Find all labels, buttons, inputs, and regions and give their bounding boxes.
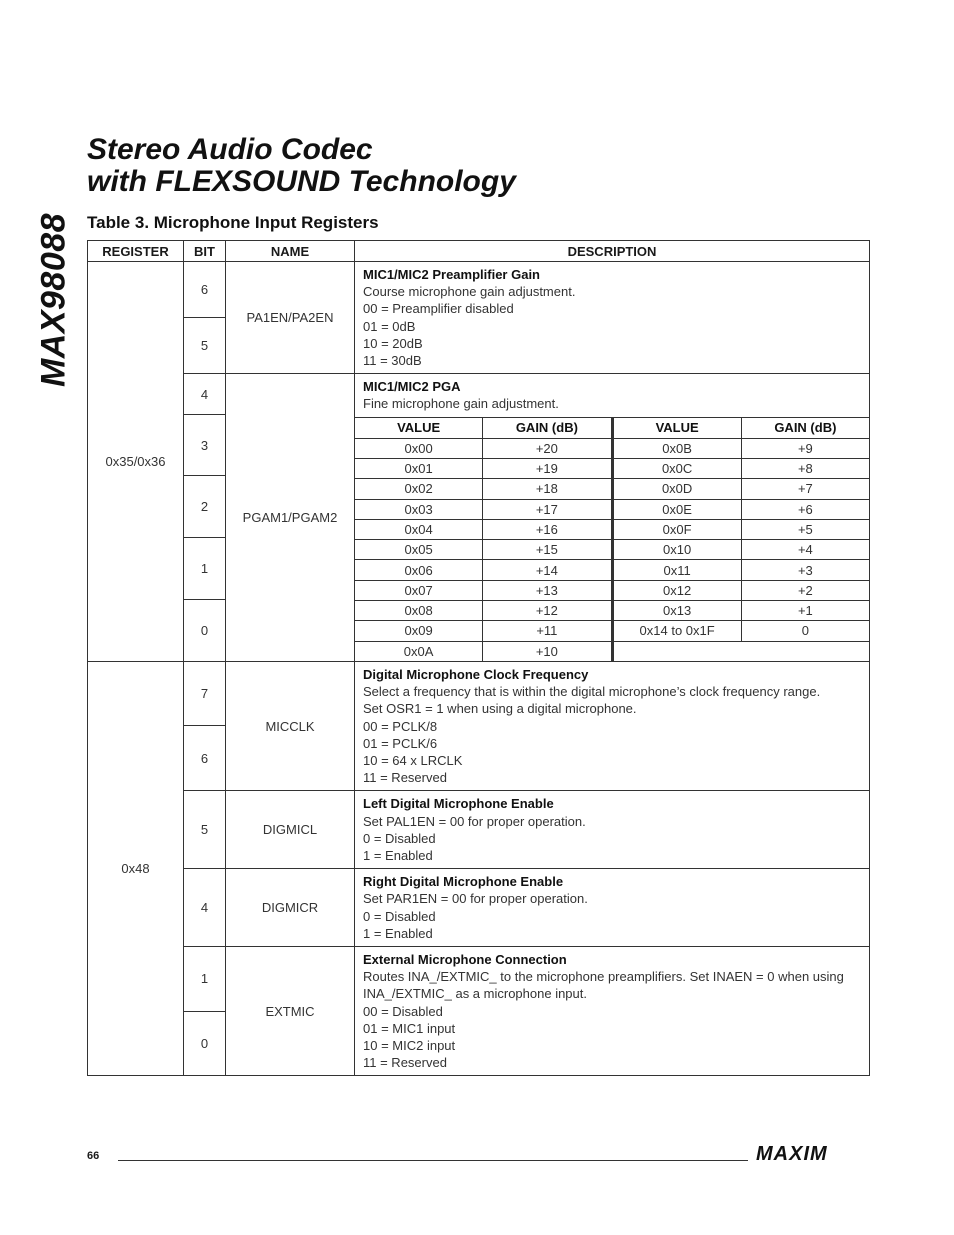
gain-value-cell: 0x0C [613,458,741,478]
gain-row [613,458,870,478]
gain-table-right [613,417,871,662]
description-title: External Microphone Connection [363,951,567,967]
gain-header: GAIN (dB) [741,417,869,438]
gain-row [355,479,612,499]
table-row [88,869,870,947]
gain-row [355,621,612,641]
bit-cell: 1 [184,946,226,1011]
description-line: Course microphone gain adjustment. [363,284,576,300]
gain-row [613,540,870,560]
gain-row [355,438,612,458]
description-line: Fine microphone gain adjustment. [363,396,559,412]
name-cell: DIGMICR [226,869,355,947]
gain-value-cell: 0x04 [355,519,483,539]
description-title: Digital Microphone Clock Frequency [363,666,589,682]
gain-value-cell [613,641,741,661]
gain-db-cell: +16 [483,519,611,539]
gain-db-cell [741,641,869,661]
table-row [88,661,870,725]
gain-row [355,499,612,519]
gain-row [613,438,870,458]
maxim-logo: MAXIM [756,1143,828,1165]
gain-row [613,580,870,600]
description-title: Right Digital Microphone Enable [363,874,564,890]
gain-row [355,641,612,661]
description-line: Set PAR1EN = 00 for proper operation. [363,891,588,907]
gain-header: GAIN (dB) [483,417,611,438]
description-line: 00 = Preamplifier disabled [363,301,514,317]
gain-db-cell: +12 [483,601,611,621]
gain-value-cell: 0x10 [613,540,741,560]
table-row [88,946,870,1011]
gain-value-cell: 0x02 [355,479,483,499]
table-title: Table 3. Microphone Input Registers [87,213,379,232]
description-line: 01 = MIC1 input [363,1020,456,1036]
gain-db-cell: +14 [483,560,611,580]
description-line: 10 = 20dB [363,335,423,351]
bit-cell: 4 [184,869,226,947]
gain-row [355,601,612,621]
gain-row [355,458,612,478]
gain-db-cell: +13 [483,580,611,600]
gain-value-cell: 0x0E [613,499,741,519]
gain-db-cell: +1 [741,601,869,621]
description-line: Select a frequency that is within the digital microphone’s clock frequency range. [363,684,821,700]
page-number: 66 [87,1150,100,1162]
name-cell: DIGMICL [226,791,355,869]
description-cell [355,946,870,1075]
document-title-line-1: Stereo Audio Codec [87,133,373,166]
bit-cell: 6 [184,726,226,791]
header-row [88,241,870,262]
description-cell [355,791,870,869]
gain-row [355,540,612,560]
gain-row [355,580,612,600]
table-row [88,791,870,869]
description-line: 10 = 64 x LRCLK [363,752,463,768]
gain-row [613,560,870,580]
gain-db-cell: +18 [483,479,611,499]
gain-value-cell: 0x05 [355,540,483,560]
gain-db-cell: +19 [483,458,611,478]
gain-db-cell: +6 [741,499,869,519]
name-cell: EXTMIC [226,946,355,1075]
bit-cell: 7 [184,661,226,725]
gain-value-cell: 0x12 [613,580,741,600]
bit-cell: 6 [184,262,226,318]
gain-db-cell: +11 [483,621,611,641]
header-bit: BIT [184,241,226,262]
name-cell: MICCLK [226,661,355,790]
description-line: 01 = 0dB [363,318,416,334]
description-title: MIC1/MIC2 PGA [363,379,461,395]
description-cell [355,262,870,374]
gain-value-cell: 0x00 [355,438,483,458]
gain-tables [354,417,870,662]
header-description: DESCRIPTION [355,241,870,262]
gain-row [355,560,612,580]
name-cell: PGAM1/PGAM2 [226,374,355,662]
gain-row [613,479,870,499]
gain-row [355,519,612,539]
gain-db-cell: 0 [741,621,869,641]
gain-value-cell: 0x0F [613,519,741,539]
description-cell [355,661,870,790]
gain-value-cell: 0x06 [355,560,483,580]
gain-db-cell: +20 [483,438,611,458]
bit-cell: 4 [184,374,226,415]
gain-row [613,621,870,641]
description-line: 00 = Disabled [363,1003,443,1019]
bit-cell: 2 [184,476,226,538]
register-cell: 0x48 [88,661,184,1075]
description-cell [355,374,870,662]
description-line: 0 = Disabled [363,830,436,846]
document-title-line-2: with FLEXSOUND Technology [87,165,516,198]
description-line: 00 = PCLK/8 [363,718,438,734]
gain-value-cell: 0x14 to 0x1F [613,621,741,641]
gain-row [613,601,870,621]
bit-cell: 5 [184,318,226,374]
bit-cell: 3 [184,415,226,476]
table-row [88,374,870,415]
gain-db-cell: +17 [483,499,611,519]
gain-db-cell: +10 [483,641,611,661]
side-part-number: MAX98088 [34,212,73,388]
document-title [87,134,516,198]
footer-rule [118,1160,748,1161]
description-cell [355,869,870,947]
gain-value-cell: 0x11 [613,560,741,580]
table-row [88,262,870,318]
description-line: INA_/EXTMIC_ as a microphone input. [363,986,587,1002]
header-register: REGISTER [88,241,184,262]
description-line: 11 = 30dB [363,353,422,369]
header-name: NAME [226,241,355,262]
gain-header: VALUE [613,417,741,438]
bit-cell: 5 [184,791,226,869]
register-cell: 0x35/0x36 [88,262,184,662]
description-line: 11 = Reserved [363,1055,447,1071]
gain-db-cell: +9 [741,438,869,458]
gain-db-cell: +5 [741,519,869,539]
gain-row [613,641,870,661]
gain-db-cell: +2 [741,580,869,600]
gain-table-left [354,417,612,662]
description-line: Routes INA_/EXTMIC_ to the microphone preamplifiers. Set INAEN = 0 when using [363,969,844,985]
description-line: 10 = MIC2 input [363,1037,456,1053]
gain-header: VALUE [355,417,483,438]
description-title: Left Digital Microphone Enable [363,796,554,812]
gain-value-cell: 0x0A [355,641,483,661]
bit-cell: 0 [184,1011,226,1076]
gain-db-cell: +8 [741,458,869,478]
gain-value-cell: 0x0D [613,479,741,499]
bit-cell: 0 [184,599,226,661]
description-line: 1 = Enabled [363,847,433,863]
gain-value-cell: 0x13 [613,601,741,621]
gain-value-cell: 0x01 [355,458,483,478]
description-title: MIC1/MIC2 Preamplifier Gain [363,267,540,282]
description-line: Set PAL1EN = 00 for proper operation. [363,813,586,829]
microphone-input-registers-table [87,240,870,1076]
description-line: 0 = Disabled [363,908,436,924]
gain-value-cell: 0x08 [355,601,483,621]
bit-cell: 1 [184,538,226,599]
gain-value-cell: 0x07 [355,580,483,600]
gain-row [613,499,870,519]
gain-db-cell: +3 [741,560,869,580]
description-line: 1 = Enabled [363,925,433,941]
gain-value-cell: 0x0B [613,438,741,458]
description-line: Set OSR1 = 1 when using a digital microphone. [363,701,637,717]
gain-db-cell: +15 [483,540,611,560]
gain-value-cell: 0x03 [355,499,483,519]
description-line: 11 = Reserved [363,770,447,786]
description-line: 01 = PCLK/6 [363,735,438,751]
name-cell: PA1EN/PA2EN [226,262,355,374]
gain-db-cell: +7 [741,479,869,499]
gain-row [613,519,870,539]
gain-value-cell: 0x09 [355,621,483,641]
gain-db-cell: +4 [741,540,869,560]
